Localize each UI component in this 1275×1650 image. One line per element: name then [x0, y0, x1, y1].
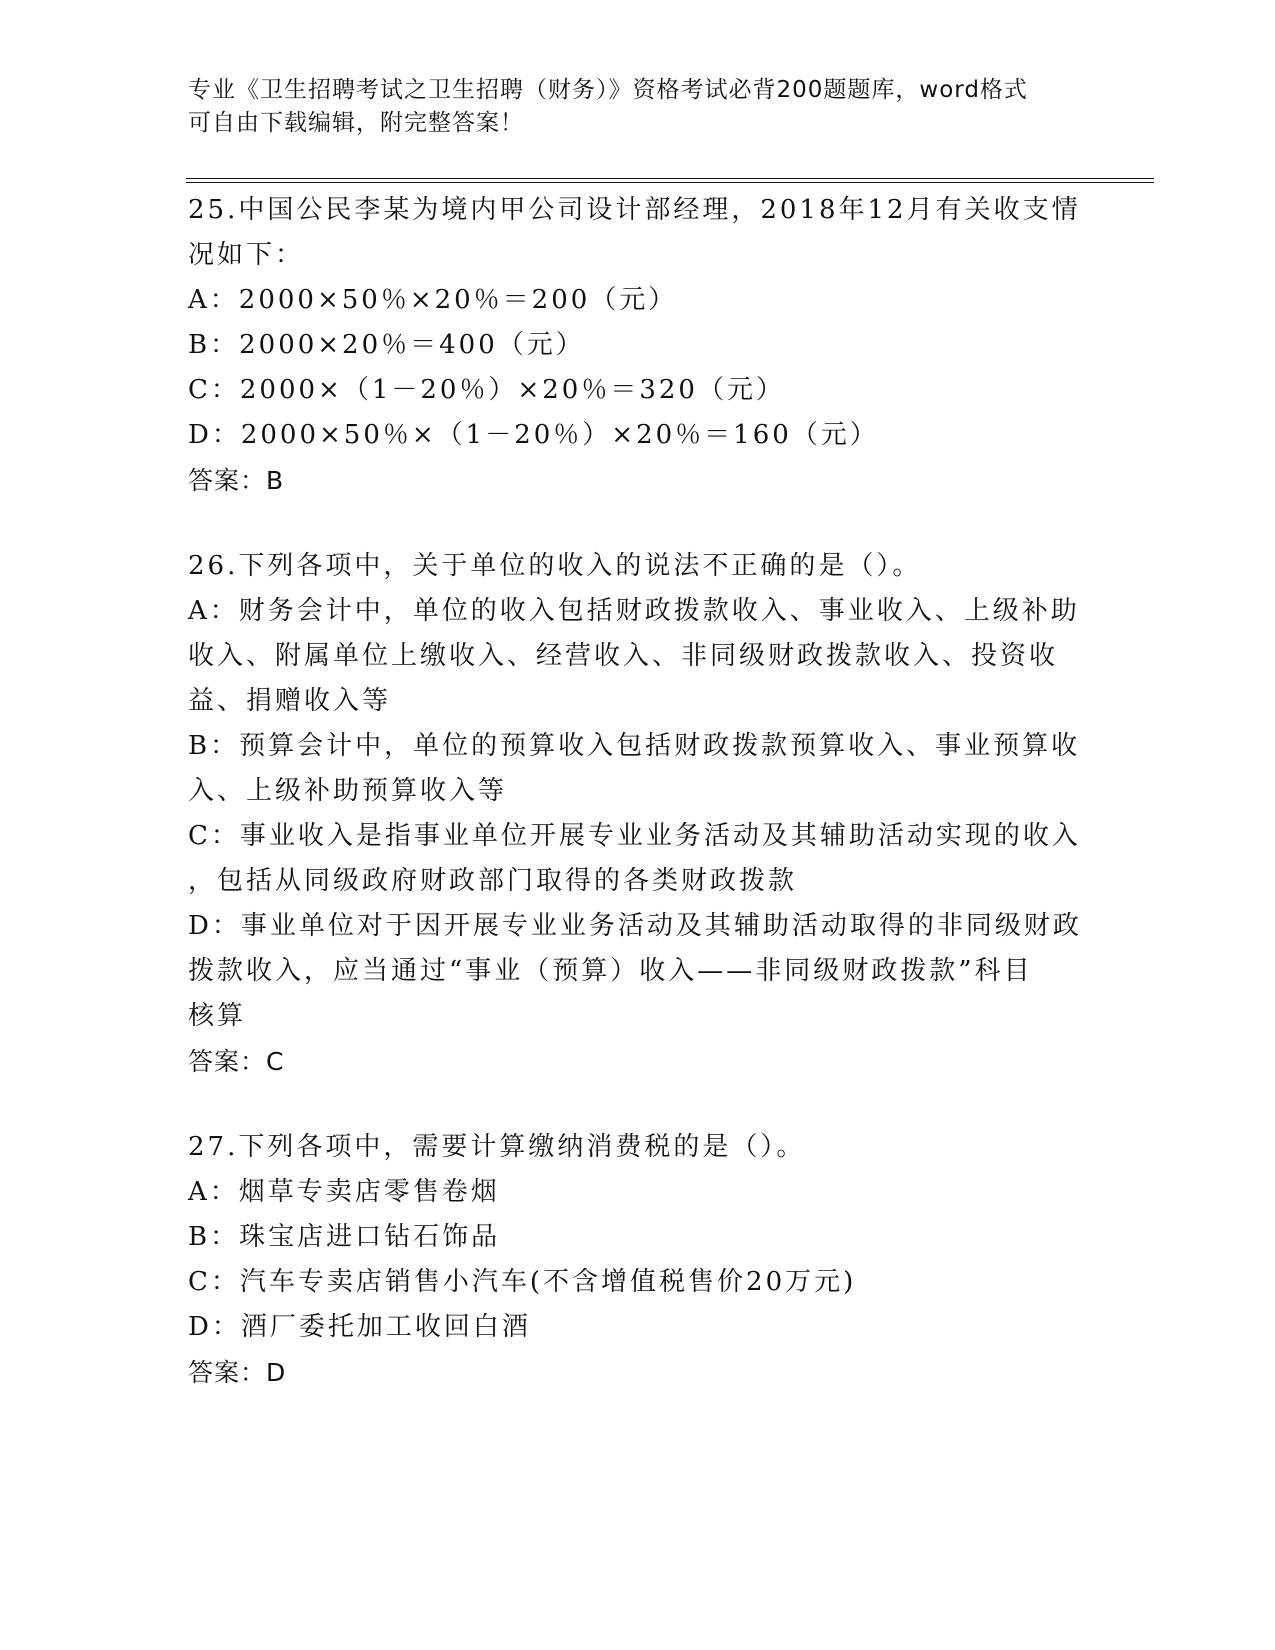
answer-label: 答案：D	[188, 1358, 287, 1387]
answer-label: 答案：B	[188, 466, 285, 495]
option-d	[188, 1305, 1088, 1350]
question-25	[188, 188, 1088, 503]
option-a	[188, 589, 1088, 724]
option-b	[188, 724, 1088, 814]
option-line: 入、上级补助预算收入等	[188, 776, 508, 806]
option-c	[188, 1260, 1088, 1305]
option-b	[188, 323, 1088, 368]
option-line: D：事业单位对于因开展专业业务活动及其辅助活动取得的非同级财政	[188, 911, 1082, 941]
option-line: B：珠宝店进口钻石饰品	[188, 1222, 501, 1252]
option-c	[188, 368, 1088, 413]
option-line: C：2000×（1－20％）×20％＝320（元）	[188, 375, 785, 405]
option-line: 拨款收入，应当通过“事业（预算）收入——非同级财政拨款”科目	[188, 956, 1033, 986]
option-line: B：预算会计中，单位的预算收入包括财政拨款预算收入、事业预算收	[188, 731, 1081, 761]
option-line: D：2000×50％×（1－20％）×20％＝160（元）	[188, 420, 879, 450]
option-line: C：事业收入是指事业单位开展专业业务活动及其辅助活动实现的收入	[188, 821, 1081, 851]
option-d	[188, 413, 1088, 458]
option-line: 核算	[188, 1001, 247, 1031]
header-divider-bottom	[186, 182, 1154, 183]
question-spacer	[188, 1084, 1088, 1125]
option-a	[188, 1170, 1088, 1215]
question-list	[188, 188, 1088, 1395]
option-line: B：2000×20％＝400（元）	[188, 330, 585, 360]
question-stem-line: 况如下：	[188, 240, 305, 270]
question-stem-line: 25.中国公民李某为境内甲公司设计部经理，2018年12月有关收支情	[188, 195, 1081, 225]
header-line-1: 专业《卫生招聘考试之卫生招聘（财务）》资格考试必背200题题库，word格式	[188, 77, 1028, 103]
option-line: A：2000×50％×20％＝200（元）	[188, 285, 678, 315]
option-d	[188, 904, 1088, 1039]
option-line: D：酒厂委托加工收回白酒	[188, 1312, 531, 1342]
option-line: C：汽车专卖店销售小汽车(不含增值税售价20万元)	[188, 1267, 857, 1297]
option-line: ，包括从同级政府财政部门取得的各类财政拨款	[188, 866, 798, 896]
option-line: 益、捐赠收入等	[188, 686, 392, 716]
option-line: 收入、附属单位上缴收入、经营收入、非同级财政拨款收入、投资收	[188, 641, 1059, 671]
question-spacer	[188, 503, 1088, 544]
option-a	[188, 278, 1088, 323]
header-line-2: 可自由下载编辑，附完整答案！	[188, 110, 524, 136]
option-b	[188, 1215, 1088, 1260]
question-27	[188, 1125, 1088, 1395]
question-stem-line: 27.下列各项中，需要计算缴纳消费税的是（）。	[188, 1132, 806, 1162]
header-divider-top	[186, 178, 1154, 179]
option-line: A：烟草专卖店零售卷烟	[188, 1177, 500, 1207]
option-c	[188, 814, 1088, 904]
answer-label: 答案：C	[188, 1047, 285, 1076]
question-26	[188, 544, 1088, 1084]
document-header	[188, 74, 1068, 140]
question-stem-line: 26.下列各项中，关于单位的收入的说法不正确的是（）。	[188, 551, 922, 581]
option-line: A：财务会计中，单位的收入包括财政拨款收入、事业收入、上级补助	[188, 596, 1080, 626]
